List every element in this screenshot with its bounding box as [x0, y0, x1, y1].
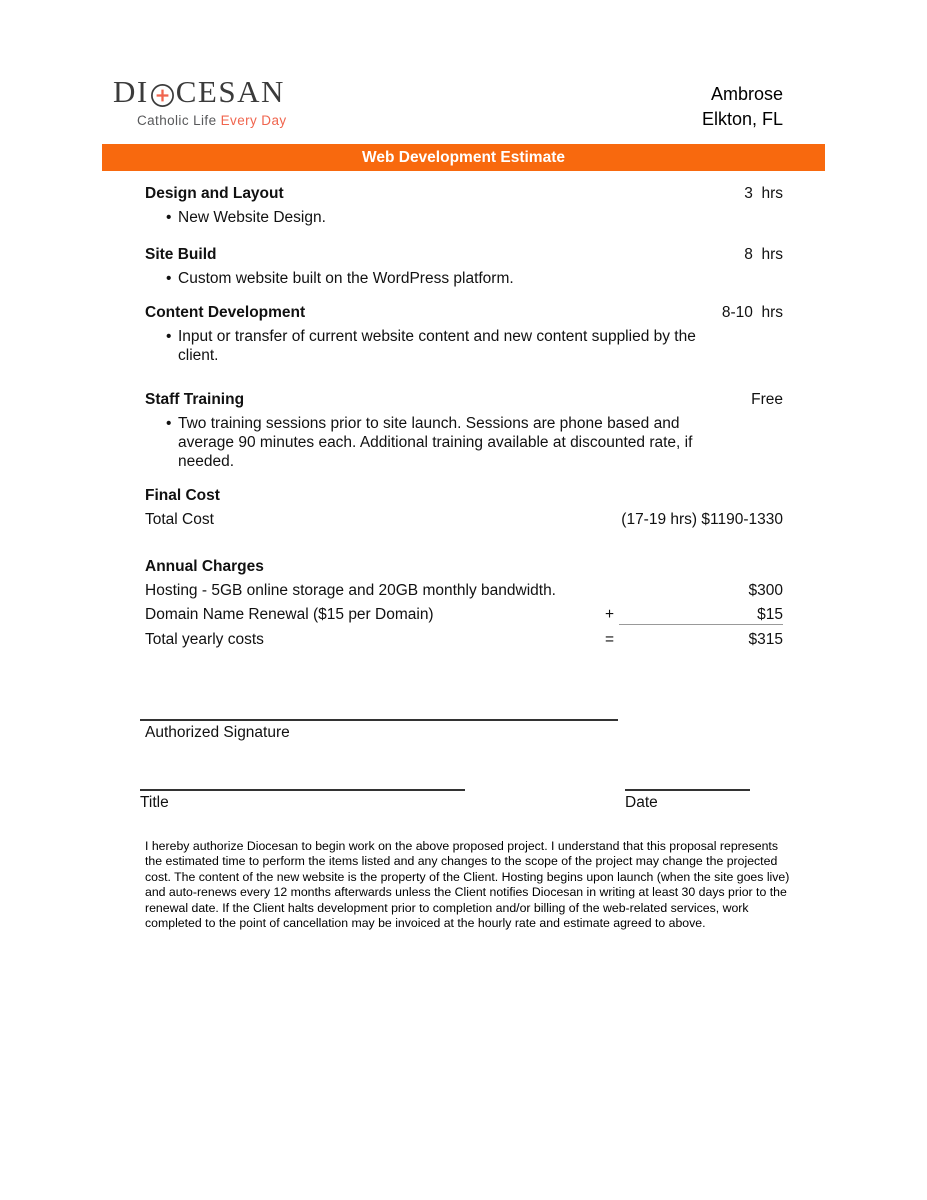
- date-line: [625, 789, 750, 791]
- section-bullets: [145, 327, 730, 365]
- charge-amount: $300: [748, 582, 783, 599]
- section-header: [145, 390, 783, 409]
- document-title: Web Development Estimate: [362, 149, 565, 166]
- section-title: Content Development: [145, 304, 306, 321]
- diocesan-logo: [113, 74, 287, 128]
- charges-row-domain: [145, 605, 783, 625]
- section-header: [145, 245, 783, 264]
- final-cost-heading: Final Cost: [145, 487, 220, 504]
- charge-operator: =: [605, 631, 615, 648]
- section-header: [145, 184, 783, 203]
- annual-charges-block: [145, 557, 783, 649]
- authorized-signature-line: [140, 719, 618, 721]
- terms-paragraph: I hereby authorize Diocesan to begin work on the above proposed project. I understand that this proposal represents the estimated time to perform the items listed and any changes to the scope of the project may change the projected cost. The content of the new website is the property of the Client. Hosting begins upon launch (when the site goes live) and auto-renews every 12 months afterwards unless the Client notifies Diocesan in writing at least 30 days prior to the renewal date. If the Client halts development prior to completion and/or billing of the web-related services, work completed to the point of cancellation may be invoiced at the hourly rate and estimate agreed to above.: [145, 839, 790, 931]
- section-staff-training: [145, 390, 783, 471]
- document-title-banner: [102, 144, 825, 171]
- total-cost-row: [145, 510, 783, 529]
- section-hours: 3 hrs: [744, 185, 783, 202]
- logo-text-left: DI: [113, 74, 149, 109]
- charge-amount: $315: [748, 631, 783, 648]
- date-column: [625, 789, 755, 812]
- bullet-item: • New Website Design.: [178, 208, 730, 227]
- section-design-and-layout: [145, 184, 783, 227]
- charge-label: Domain Name Renewal ($15 per Domain): [145, 606, 434, 623]
- section-bullets: [145, 208, 730, 227]
- circle-cross-icon: [150, 80, 175, 105]
- client-info: [702, 82, 783, 132]
- section-header: [145, 303, 783, 322]
- client-name: Ambrose: [710, 84, 783, 104]
- charges-row-hosting: [145, 581, 783, 600]
- title-label: Title: [140, 794, 169, 811]
- final-cost-block: [145, 486, 783, 529]
- bullet-item: • Input or transfer of current website content and new content supplied by the client.: [178, 327, 730, 365]
- total-cost-label: Total Cost: [145, 511, 214, 528]
- section-hours: Free: [751, 391, 783, 408]
- logo-wordmark: [113, 74, 287, 110]
- charge-operator: +: [605, 606, 615, 623]
- charge-label: Hosting - 5GB online storage and 20GB monthly bandwidth.: [145, 582, 556, 599]
- charge-amount: $15: [619, 605, 783, 625]
- logo-tagline: [137, 113, 287, 128]
- annual-charges-heading: Annual Charges: [145, 558, 264, 575]
- section-hours: 8-10 hrs: [721, 304, 783, 321]
- client-location: Elkton, FL: [701, 109, 783, 129]
- section-bullets: [145, 269, 730, 288]
- bullet-item: • Custom website built on the WordPress platform.: [178, 269, 730, 288]
- section-title: Staff Training: [145, 391, 245, 408]
- total-cost-value: (17-19 hrs) $1190-1330: [621, 511, 783, 528]
- bullet-item: • Two training sessions prior to site launch. Sessions are phone based and average 90 minutes each. Additional training available at discounted rate, if needed.: [178, 414, 730, 471]
- title-column: [140, 789, 625, 812]
- tagline-orange: Every Day: [220, 113, 287, 128]
- section-site-build: [145, 245, 783, 288]
- signature-block: [140, 719, 783, 812]
- tagline-gray: Catholic Life: [137, 113, 221, 128]
- section-bullets: [145, 414, 730, 471]
- charge-operator: [605, 581, 619, 600]
- date-label: Date: [625, 794, 658, 811]
- logo-text-right: CESAN: [175, 74, 285, 109]
- section-title: Design and Layout: [145, 185, 284, 202]
- authorized-signature-label: Authorized Signature: [145, 724, 290, 741]
- charge-label: Total yearly costs: [145, 631, 264, 648]
- section-title: Site Build: [145, 246, 217, 263]
- charges-row-total: [145, 630, 783, 649]
- title-line: [140, 789, 465, 791]
- estimate-body: [140, 184, 790, 931]
- title-date-row: [140, 789, 783, 812]
- section-content-development: [145, 303, 783, 365]
- section-hours: 8 hrs: [744, 246, 783, 263]
